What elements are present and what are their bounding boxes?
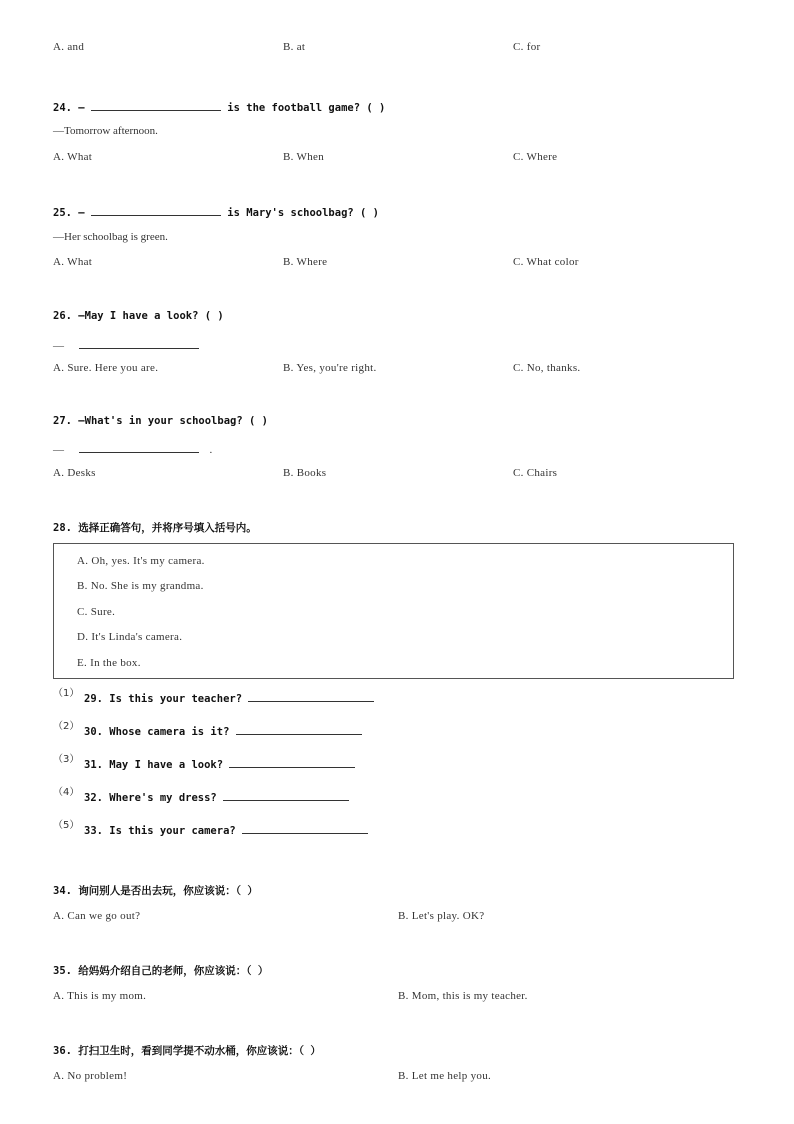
q25-number: 25.: [53, 207, 72, 219]
sub4-row: [84, 789, 349, 804]
sub1-paren: （1）: [53, 688, 80, 699]
q26-number: 26.: [53, 310, 72, 322]
q25-option-c: C. What color: [513, 256, 579, 268]
q26-option-b: B. Yes, you're right.: [283, 362, 377, 374]
q27-number: 27.: [53, 415, 72, 427]
q34-option-a: A. Can we go out?: [53, 910, 141, 922]
q26-blank: [79, 337, 199, 349]
q35-option-a: A. This is my mom.: [53, 990, 147, 1002]
q23-option-c: C. for: [513, 41, 541, 53]
q28-box-option-a: A. Oh, yes. It's my camera.: [77, 555, 205, 567]
q27-option-b: B. Books: [283, 467, 327, 479]
sub5-text: 33. Is this your camera?: [84, 825, 236, 837]
q28-stem: [53, 520, 257, 535]
sub2-text: 30. Whose camera is it?: [84, 726, 230, 738]
sub3-blank: [229, 756, 355, 768]
sub5-row: [84, 822, 368, 837]
sub1-row: [84, 690, 374, 705]
q28-box-option-b: B. No. She is my grandma.: [77, 580, 204, 592]
q25-stem-tail: is Mary's schoolbag? ( ): [227, 207, 379, 219]
q26-answer-line: [53, 337, 199, 352]
q26-stem-text: —May I have a look? ( ): [78, 310, 224, 322]
q36-option-b: B. Let me help you.: [398, 1070, 492, 1082]
q28-box-option-d: D. It's Linda's camera.: [77, 631, 183, 643]
sub5-paren: （5）: [53, 820, 80, 831]
q24-number: 24.: [53, 102, 72, 114]
q27-stem-text: —What's in your schoolbag? ( ): [78, 415, 268, 427]
sub4-text: 32. Where's my dress?: [84, 792, 217, 804]
q27-dash: —: [53, 444, 64, 456]
q28-instruction: 选择正确答句，并将序号填入括号内。: [78, 522, 257, 534]
q25-stem: [53, 204, 379, 219]
q26-option-c: C. No, thanks.: [513, 362, 581, 374]
sub5-blank: [242, 822, 368, 834]
q28-box-option-c: C. Sure.: [77, 606, 116, 618]
q23-option-b: B. at: [283, 41, 306, 53]
sub4-paren: （4）: [53, 787, 80, 798]
q26-dash: —: [53, 340, 64, 352]
q24-stem: [53, 99, 385, 114]
q26-stem: [53, 310, 224, 322]
q28-number: 28.: [53, 522, 72, 534]
sub3-text: 31. May I have a look?: [84, 759, 224, 771]
q26-option-a: A. Sure. Here you are.: [53, 362, 159, 374]
q27-stem: [53, 415, 268, 427]
q25-answer: —Her schoolbag is green.: [53, 231, 168, 243]
q27-blank: [79, 441, 199, 453]
sub2-row: [84, 723, 362, 738]
q24-option-a: A. What: [53, 151, 93, 163]
sub2-blank: [236, 723, 362, 735]
q27-answer-line: [53, 441, 212, 456]
sub1-text: 29. Is this your teacher?: [84, 693, 243, 705]
q25-option-a: A. What: [53, 256, 93, 268]
q27-period: .: [209, 444, 213, 456]
q28-box-option-e: E. In the box.: [77, 657, 141, 669]
q24-answer: —Tomorrow afternoon.: [53, 125, 158, 137]
q36-stem: 36. 打扫卫生时，看到同学提不动水桶，你应该说：（ ）: [53, 1045, 321, 1057]
q35-option-b: B. Mom, this is my teacher.: [398, 990, 528, 1002]
q24-stem-tail: is the football game? ( ): [227, 102, 386, 114]
q34-option-b: B. Let's play. OK?: [398, 910, 485, 922]
sub3-row: [84, 756, 355, 771]
sub2-paren: （2）: [53, 721, 80, 732]
q24-blank: [91, 99, 221, 111]
q27-option-c: C. Chairs: [513, 467, 558, 479]
q35-stem: 35. 给妈妈介绍自己的老师，你应该说：（ ）: [53, 965, 269, 977]
q25-blank: [91, 204, 221, 216]
sub3-paren: （3）: [53, 754, 80, 765]
q24-option-b: B. When: [283, 151, 325, 163]
q25-dash: —: [78, 207, 85, 219]
q23-option-a: A. and: [53, 41, 85, 53]
sub4-blank: [223, 789, 349, 801]
q25-option-b: B. Where: [283, 256, 328, 268]
q36-option-a: A. No problem!: [53, 1070, 128, 1082]
q24-option-c: C. Where: [513, 151, 558, 163]
q34-stem: 34. 询问别人是否出去玩，你应该说：（ ）: [53, 885, 258, 897]
q27-option-a: A. Desks: [53, 467, 96, 479]
sub1-blank: [248, 690, 374, 702]
q24-dash: —: [78, 102, 85, 114]
